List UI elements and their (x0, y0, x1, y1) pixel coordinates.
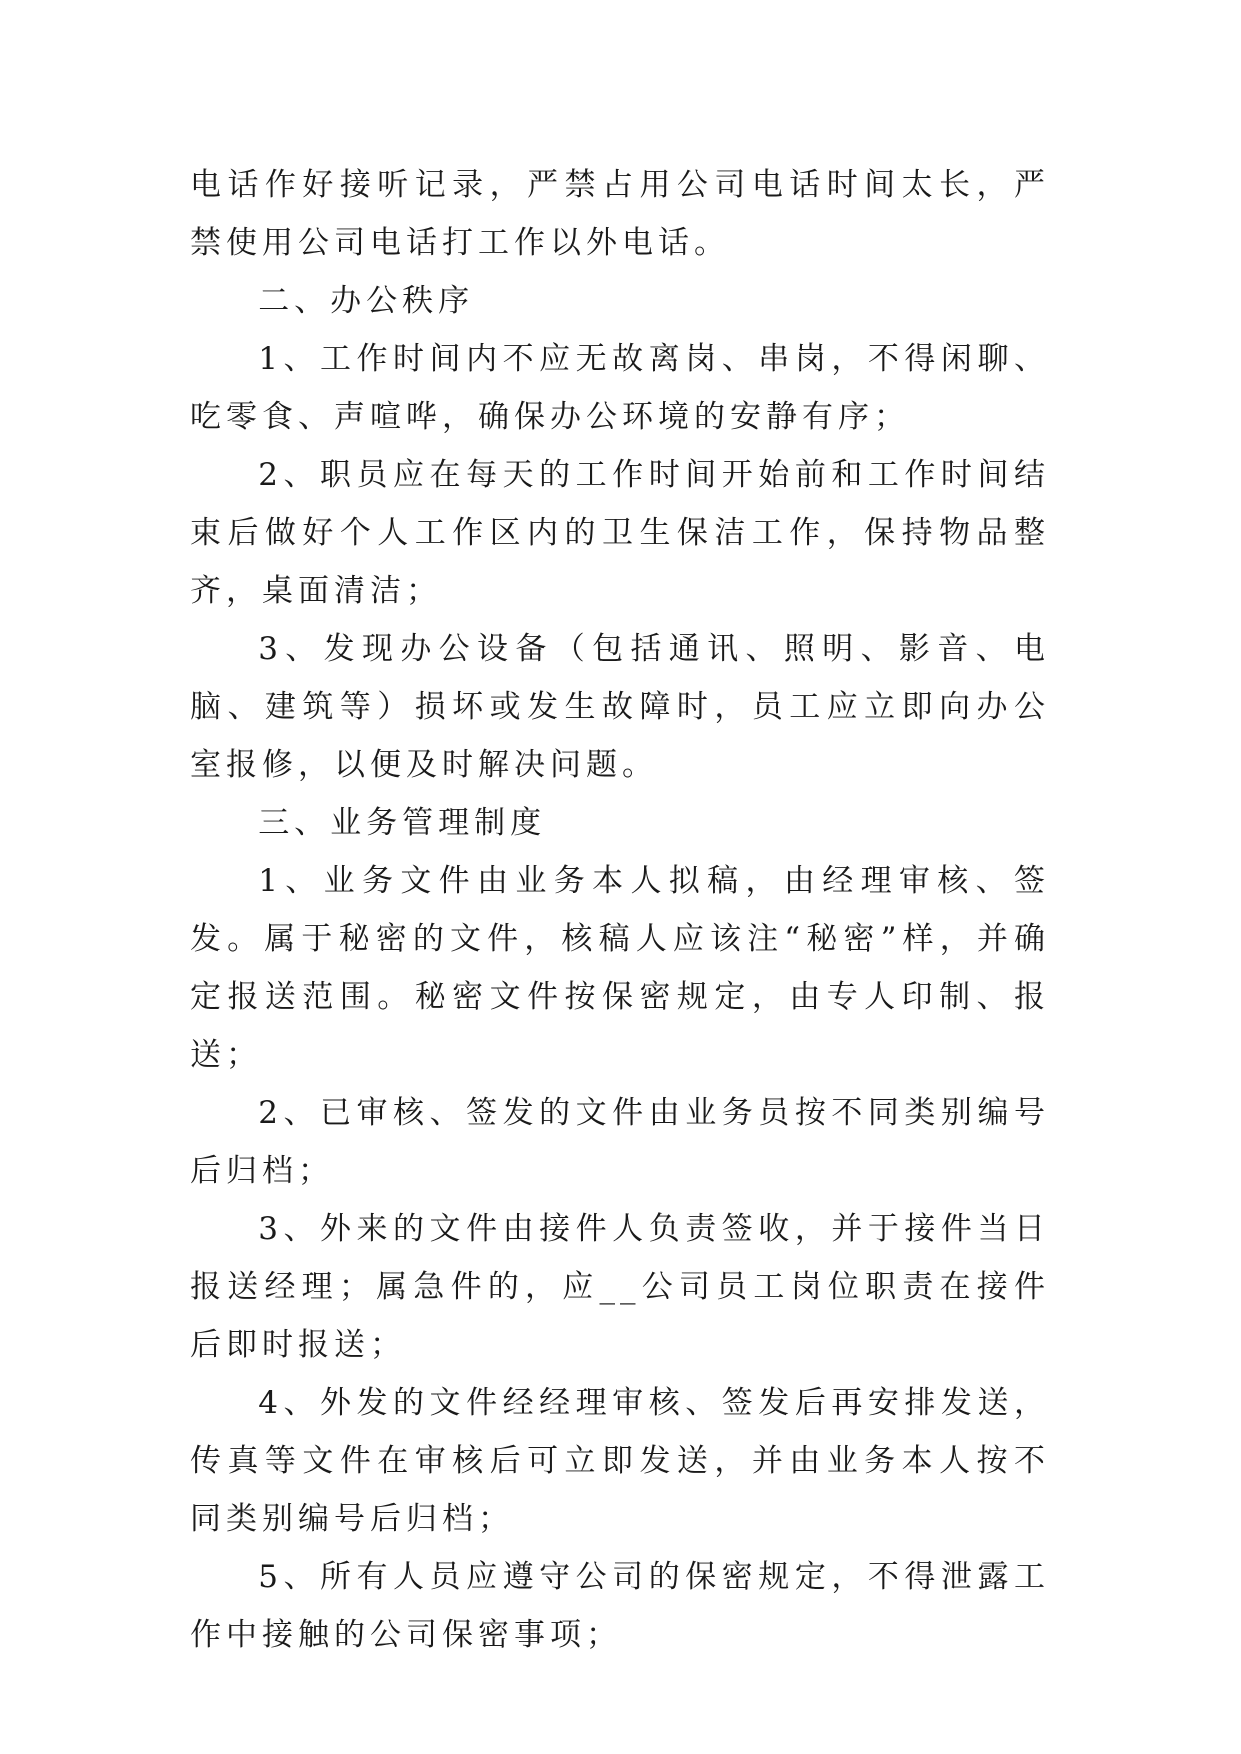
paragraph-business-4: 4、外发的文件经经理审核、签发后再安排发送，传真等文件在审核后可立即发送，并由业务本人按不同类别编号后归档； (190, 1385, 1050, 1537)
paragraph-business-3: 3、外来的文件由接件人负责签收，并于接件当日报送经理；属急件的，应__公司员工岗位职责在接件后即时报送； (190, 1211, 1050, 1363)
document-body (190, 156, 1050, 1664)
paragraph-office-order-3: 3、发现办公设备（包括通讯、照明、影音、电脑、建筑等）损坏或发生故障时，员工应立即向办公室报修，以便及时解决问题。 (190, 631, 1050, 783)
paragraph-business-1: 1、业务文件由业务本人拟稿，由经理审核、签发。属于秘密的文件，核稿人应该注“秘密”样，并确定报送范围。秘密文件按保密规定，由专人印制、报送； (190, 863, 1050, 1073)
paragraph-office-order-1: 1、工作时间内不应无故离岗、串岗，不得闲聊、吃零食、声喧哗，确保办公环境的安静有序； (190, 341, 1050, 435)
paragraph-business-2: 2、已审核、签发的文件由业务员按不同类别编号后归档； (190, 1095, 1050, 1189)
paragraph-office-order-2: 2、职员应在每天的工作时间开始前和工作时间结束后做好个人工作区内的卫生保洁工作，保持物品整齐，桌面清洁； (190, 457, 1050, 609)
heading-office-order: 二、办公秩序 (258, 283, 475, 319)
paragraph-phone-rules-continued: 电话作好接听记录，严禁占用公司电话时间太长，严禁使用公司电话打工作以外电话。 (190, 167, 1050, 261)
heading-business-management: 三、业务管理制度 (258, 805, 547, 841)
paragraph-business-5: 5、所有人员应遵守公司的保密规定，不得泄露工作中接触的公司保密事项； (190, 1559, 1050, 1653)
